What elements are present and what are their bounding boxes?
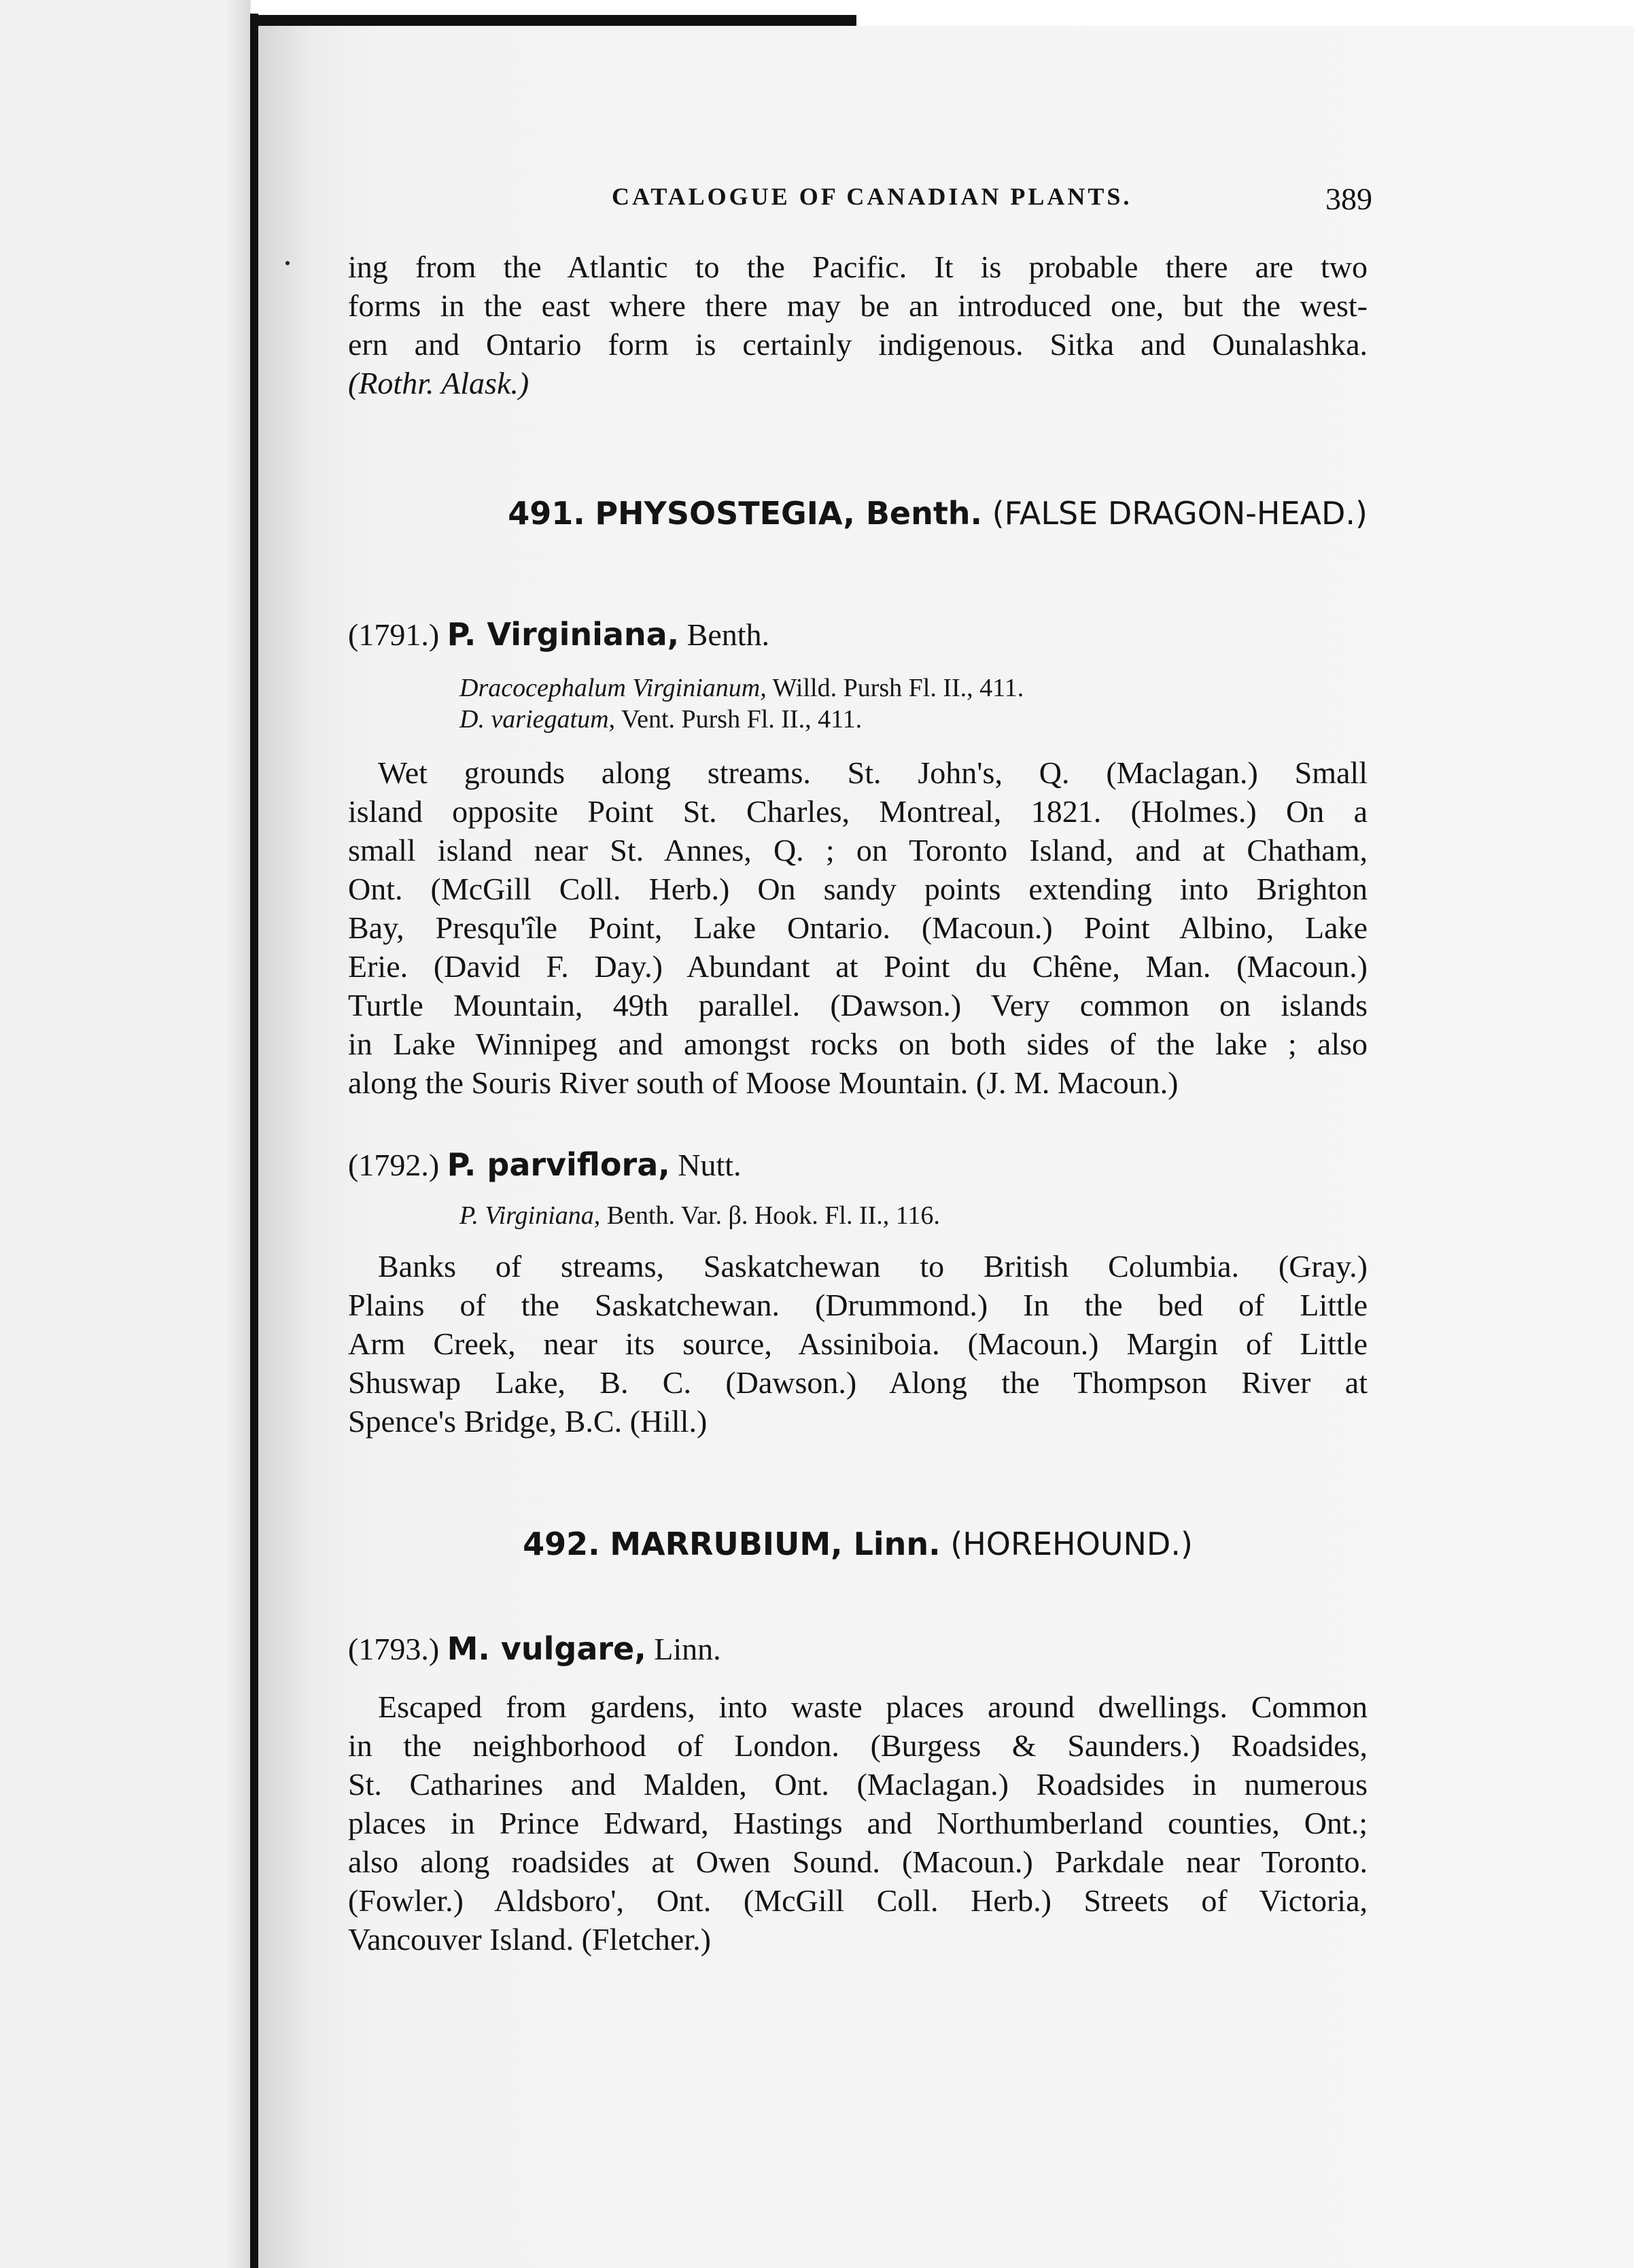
- text-line: (Fowler.) Aldsboro', Ont. (McGill Coll. Herb.) Streets of Victoria,: [348, 1883, 1368, 1918]
- genus-number: 491.: [508, 495, 585, 532]
- species-number: (1791.): [348, 617, 440, 652]
- page-number: 389: [1325, 182, 1372, 216]
- genus-common-name: (HOREHOUND.): [950, 1526, 1193, 1562]
- text-line: Arm Creek, near its source, Assiniboia. (Macoun.) Margin of Little: [348, 1326, 1368, 1361]
- genus-name: PHYSOSTEGIA, Benth.: [595, 495, 983, 532]
- species-heading-1792: [348, 1146, 742, 1183]
- text-line: along the Souris River south of Moose Mountain. (J. M. Macoun.): [348, 1065, 1179, 1100]
- running-head: CATALOGUE OF CANADIAN PLANTS.: [612, 183, 1132, 210]
- genus-heading-491: [348, 495, 1368, 532]
- text-line: Erie. (David F. Day.) Abundant at Point du Chêne, Man. (Macoun.): [348, 949, 1368, 984]
- species-heading-1793: [348, 1630, 721, 1667]
- text-line: forms in the east where there may be an introduced one, but the west-: [348, 288, 1368, 323]
- genus-number: 492.: [523, 1526, 600, 1562]
- text-line: ing from the Atlantic to the Pacific. It is probable there are two: [348, 250, 1368, 284]
- species-1792-description: [348, 1247, 1368, 1441]
- synonym-line: P. Virginiana, Benth. Var. β. Hook. Fl. II., 116.: [459, 1201, 940, 1230]
- text-line: Vancouver Island. (Fletcher.): [348, 1922, 711, 1957]
- species-number: (1793.): [348, 1632, 440, 1666]
- text-line: Ont. (McGill Coll. Herb.) On sandy points extending into Brighton: [348, 872, 1368, 906]
- genus-common-name: (FALSE DRAGON-HEAD.): [992, 495, 1368, 532]
- text-line: St. Catharines and Malden, Ont. (Maclagan.) Roadsides in numerous: [348, 1767, 1368, 1802]
- species-author: Linn.: [654, 1632, 721, 1666]
- genus-name: MARRUBIUM, Linn.: [610, 1526, 941, 1562]
- synonym-line: D. variegatum, Vent. Pursh Fl. II., 411.: [459, 705, 863, 734]
- text-line: Banks of streams, Saskatchewan to British Columbia. (Gray.): [378, 1249, 1368, 1284]
- species-name: P. Virginiana,: [447, 616, 680, 653]
- synonym-line: Dracocephalum Virginianum, Willd. Pursh Fl. II., 411.: [459, 674, 1024, 702]
- species-name: P. parviflora,: [447, 1146, 670, 1183]
- text-line: Wet grounds along streams. St. John's, Q. (Maclagan.) Small: [378, 755, 1368, 790]
- text-line: Plains of the Saskatchewan. (Drummond.) In the bed of Little: [348, 1288, 1368, 1322]
- text-line: Bay, Presqu'île Point, Lake Ontario. (Macoun.) Point Albino, Lake: [348, 910, 1368, 945]
- species-1791-description: [348, 753, 1368, 1102]
- text-line: places in Prince Edward, Hastings and Northumberland counties, Ont.;: [348, 1806, 1368, 1840]
- species-1793-description: [348, 1687, 1368, 1959]
- text-line: small island near St. Annes, Q. ; on Toronto Island, and at Chatham,: [348, 833, 1368, 867]
- genus-heading-492: [348, 1526, 1368, 1562]
- species-name: M. vulgare,: [447, 1630, 646, 1667]
- text-line: also along roadsides at Owen Sound. (Macoun.) Parkdale near Toronto.: [348, 1844, 1368, 1879]
- species-heading-1791: [348, 616, 769, 653]
- text-line: (Rothr. Alask.): [348, 366, 529, 400]
- text-line: Turtle Mountain, 49th parallel. (Dawson.) Very common on islands: [348, 988, 1368, 1023]
- species-author: Nutt.: [678, 1148, 742, 1182]
- text-line: Escaped from gardens, into waste places around dwellings. Common: [378, 1689, 1368, 1724]
- margin-mark: [285, 261, 290, 265]
- text-line: in Lake Winnipeg and amongst rocks on both sides of the lake ; also: [348, 1027, 1368, 1061]
- text-line: Shuswap Lake, B. C. (Dawson.) Along the Thompson River at: [348, 1365, 1368, 1400]
- text-line: ern and Ontario form is certainly indigenous. Sitka and Ounalashka.: [348, 327, 1368, 362]
- continued-paragraph: [348, 247, 1368, 402]
- species-author: Benth.: [686, 617, 770, 652]
- species-number: (1792.): [348, 1148, 440, 1182]
- text-line: island opposite Point St. Charles, Montreal, 1821. (Holmes.) On a: [348, 794, 1368, 829]
- text-line: in the neighborhood of London. (Burgess & Saunders.) Roadsides,: [348, 1728, 1368, 1763]
- text-line: Spence's Bridge, B.C. (Hill.): [348, 1404, 708, 1439]
